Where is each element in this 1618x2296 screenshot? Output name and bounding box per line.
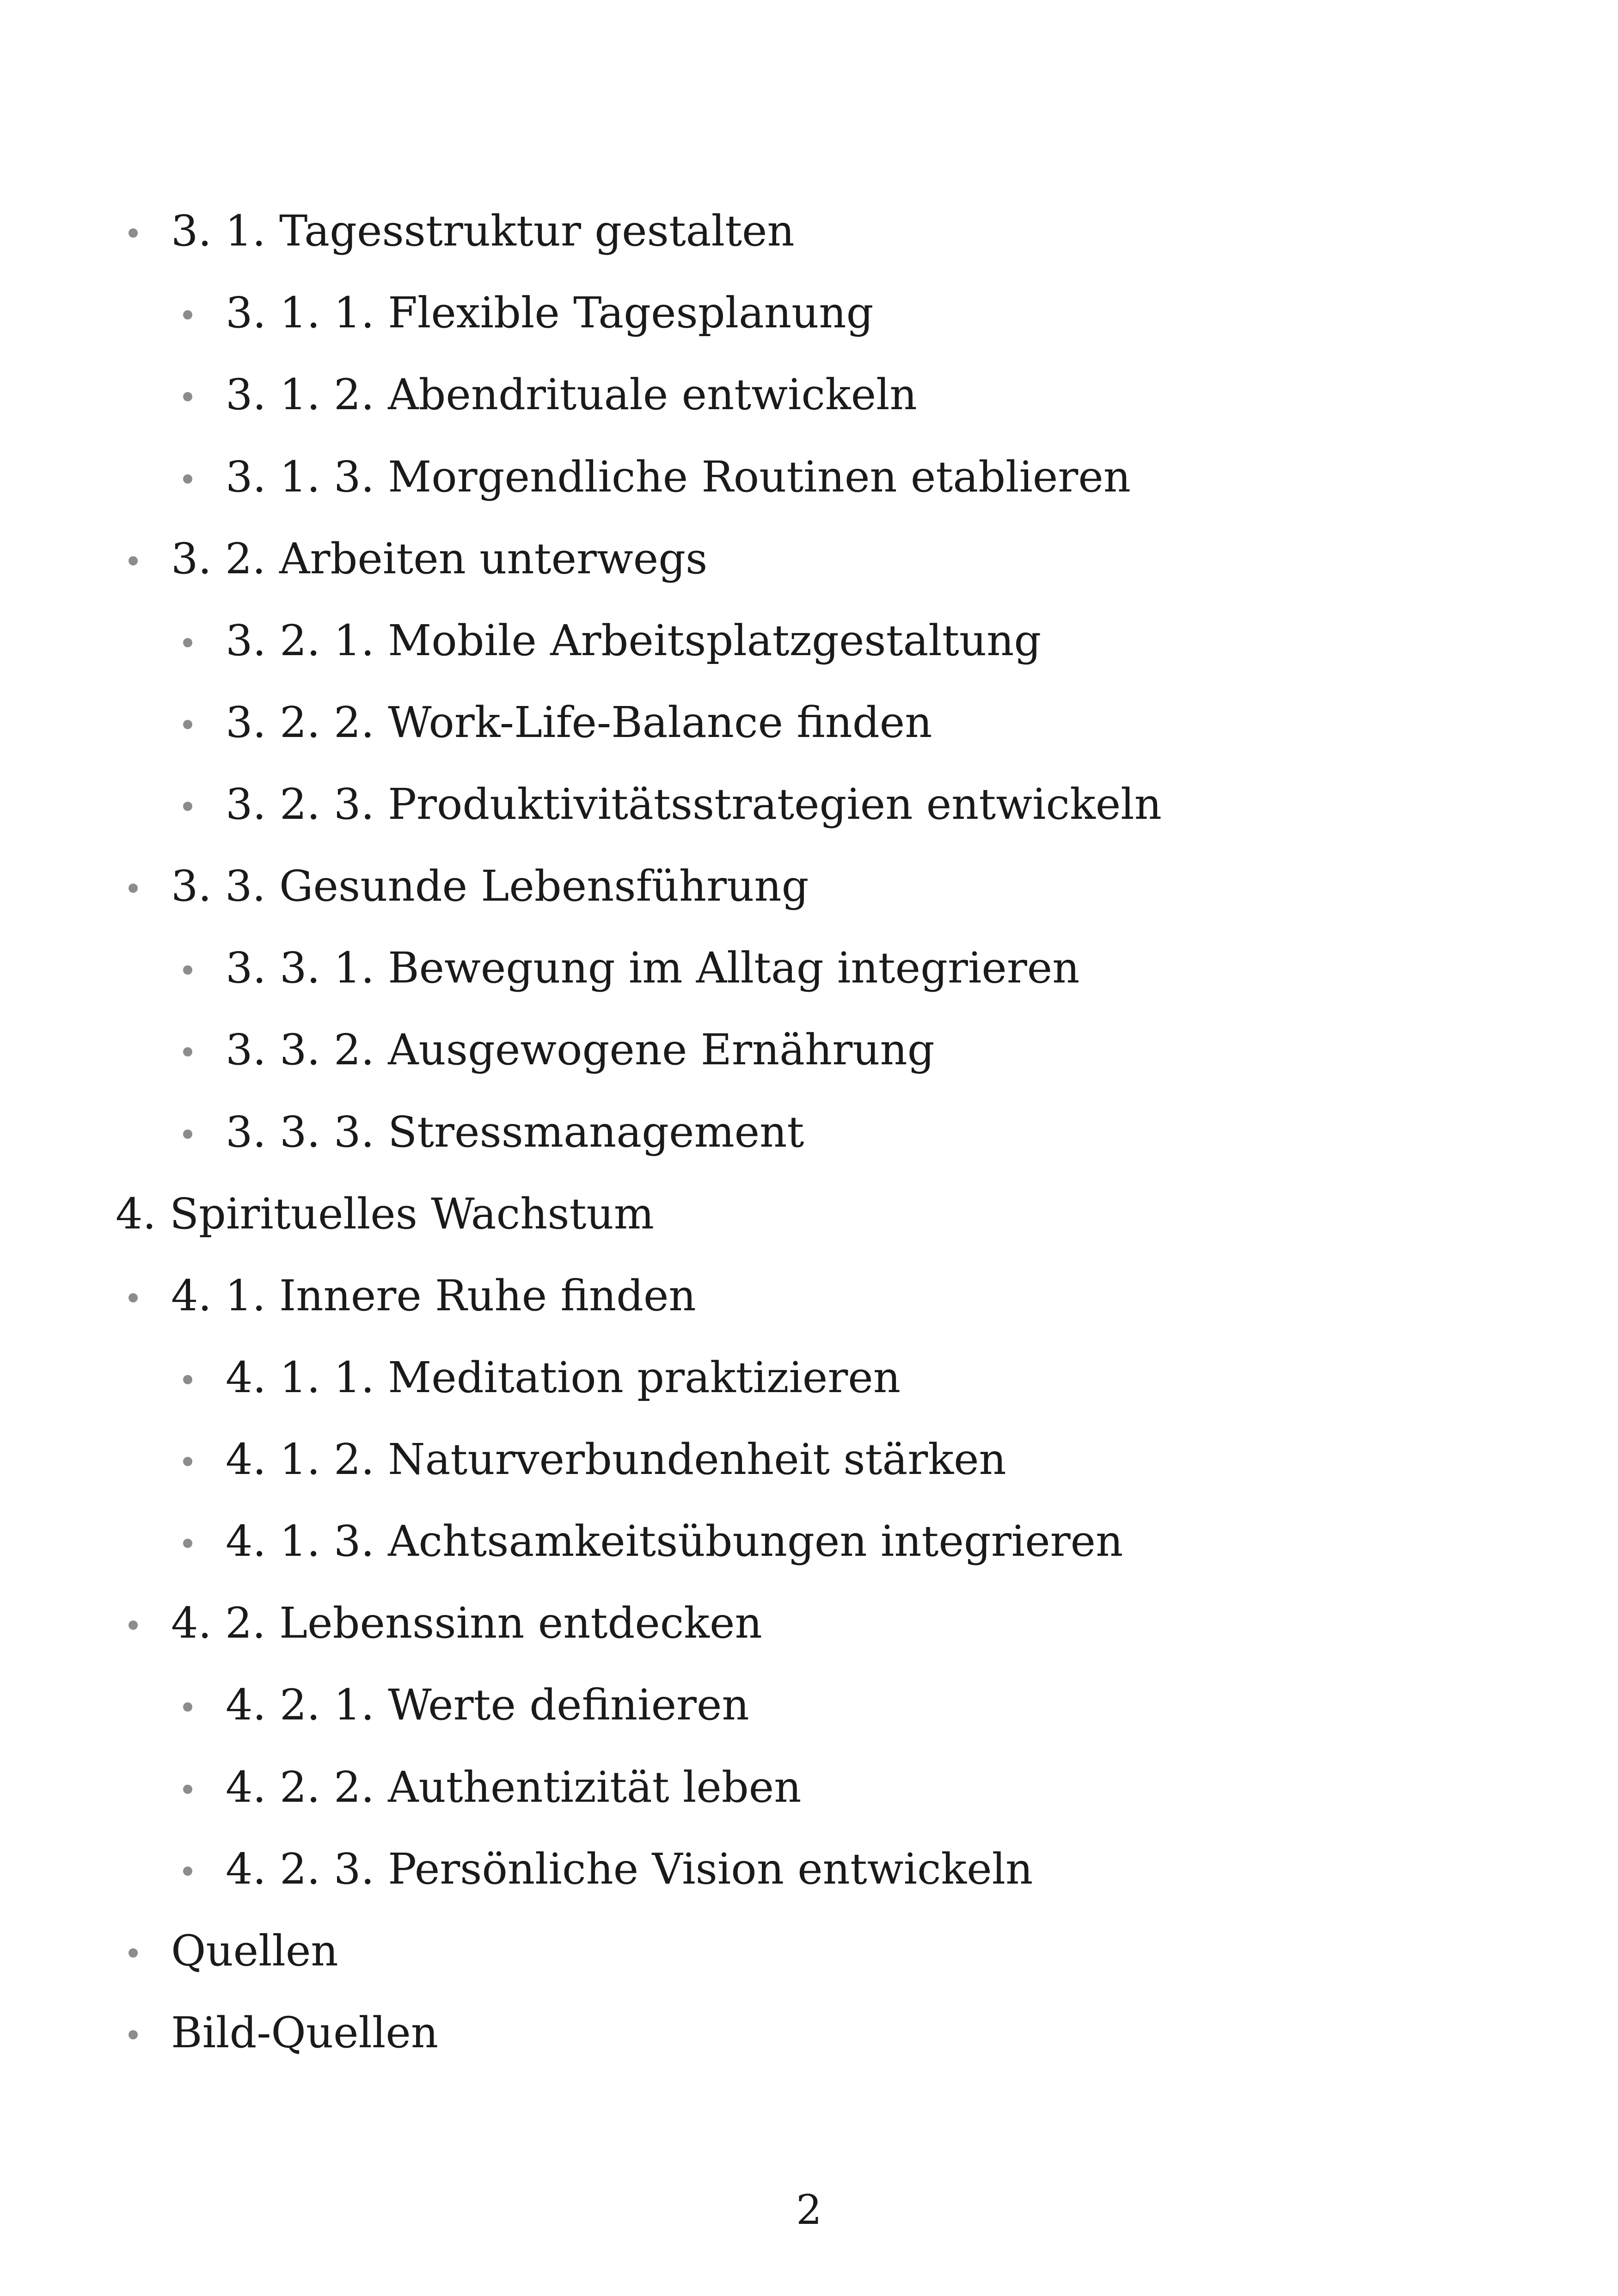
bullet-icon — [183, 392, 192, 401]
toc-entry-label: 3. 1. Tagesstruktur gestalten — [171, 206, 795, 256]
toc-entry-label: 4. Spirituelles Wachstum — [116, 1189, 655, 1239]
bullet-icon — [129, 1293, 138, 1302]
toc-entry[interactable] — [171, 859, 809, 914]
bullet-icon — [129, 1948, 138, 1958]
toc-entry-label: 3. 3. 1. Bewegung im Alltag integrieren — [226, 943, 1080, 993]
toc-entry-label: 3. 3. 3. Stressmanagement — [226, 1107, 804, 1157]
toc-entry[interactable] — [226, 1677, 749, 1733]
toc-entry-label: 3. 2. Arbeiten unterwegs — [171, 534, 708, 583]
toc-entry[interactable] — [226, 695, 932, 750]
bullet-icon — [183, 1130, 192, 1139]
page-number: 2 — [796, 2186, 822, 2234]
toc-entry[interactable] — [226, 613, 1041, 669]
toc-entry-label: 3. 2. 1. Mobile Arbeitsplatzgestaltung — [226, 616, 1042, 665]
toc-entry[interactable] — [226, 940, 1080, 996]
toc-entry-label: Bild-Quellen — [171, 2008, 439, 2057]
toc-entry-label: 4. 1. 3. Achtsamkeitsübungen integrieren — [226, 1516, 1123, 1566]
toc-entry[interactable] — [226, 449, 1131, 505]
bullet-icon — [183, 1047, 192, 1056]
toc-entry[interactable] — [226, 367, 917, 423]
toc-entry-label: 3. 1. 1. Flexible Tagesplanung — [226, 288, 874, 338]
bullet-icon — [183, 1539, 192, 1548]
toc-entry[interactable] — [226, 1760, 801, 1815]
bullet-icon — [129, 884, 138, 893]
toc-entry[interactable] — [171, 1268, 696, 1324]
toc-entry-label: 4. 1. Innere Ruhe finden — [171, 1271, 696, 1320]
bullet-icon — [129, 228, 138, 238]
toc-chapter-heading[interactable] — [116, 1186, 654, 1242]
toc-entry[interactable] — [171, 1596, 762, 1651]
toc-entry[interactable] — [171, 203, 795, 259]
toc-entry[interactable] — [226, 285, 874, 341]
toc-entry-label: 3. 2. 2. Work-Life-Balance finden — [226, 698, 932, 747]
toc-entry[interactable] — [226, 1022, 935, 1078]
bullet-icon — [129, 1621, 138, 1630]
bullet-icon — [183, 802, 192, 811]
bullet-icon — [183, 720, 192, 729]
toc-entry[interactable] — [171, 2005, 438, 2061]
toc-entry[interactable] — [226, 1514, 1123, 1569]
toc-entry-label: 3. 1. 3. Morgendliche Routinen etablieren — [226, 452, 1131, 502]
bullet-icon — [129, 556, 138, 565]
bullet-icon — [183, 1457, 192, 1466]
bullet-icon — [183, 310, 192, 319]
bullet-icon — [183, 1375, 192, 1384]
toc-entry-label: 3. 1. 2. Abendrituale entwickeln — [226, 370, 917, 419]
toc-entry-label: 4. 2. 3. Persönliche Vision entwickeln — [226, 1844, 1033, 1894]
bullet-icon — [183, 1866, 192, 1876]
toc-entry-label: 3. 3. 2. Ausgewogene Ernährung — [226, 1025, 935, 1074]
toc-entry-label: 4. 2. 2. Authentizität leben — [226, 1762, 802, 1812]
bullet-icon — [129, 2030, 138, 2039]
toc-entry-label: 4. 1. 1. Meditation praktizieren — [226, 1353, 901, 1402]
bullet-icon — [183, 965, 192, 975]
toc-entry-label: 4. 1. 2. Naturverbundenheit stärken — [226, 1435, 1006, 1484]
bullet-icon — [183, 474, 192, 484]
toc-entry[interactable] — [226, 1105, 804, 1160]
toc-entry-label: 4. 2. 1. Werte definieren — [226, 1680, 749, 1730]
toc-entry[interactable] — [226, 1350, 901, 1406]
bullet-icon — [183, 1785, 192, 1794]
bullet-icon — [183, 1702, 192, 1712]
toc-entry-label: 4. 2. Lebenssinn entdecken — [171, 1598, 762, 1648]
toc-entry[interactable] — [171, 531, 707, 587]
toc-entry-label: 3. 3. Gesunde Lebensführung — [171, 861, 809, 911]
toc-entry-label: 3. 2. 3. Produktivitätsstrategien entwickeln — [226, 780, 1162, 829]
toc-entry[interactable] — [171, 1923, 338, 1979]
bullet-icon — [183, 638, 192, 647]
toc-entry[interactable] — [226, 1842, 1033, 1897]
toc-entry[interactable] — [226, 777, 1162, 832]
toc-entry[interactable] — [226, 1432, 1006, 1487]
toc-entry-label: Quellen — [171, 1926, 338, 1976]
